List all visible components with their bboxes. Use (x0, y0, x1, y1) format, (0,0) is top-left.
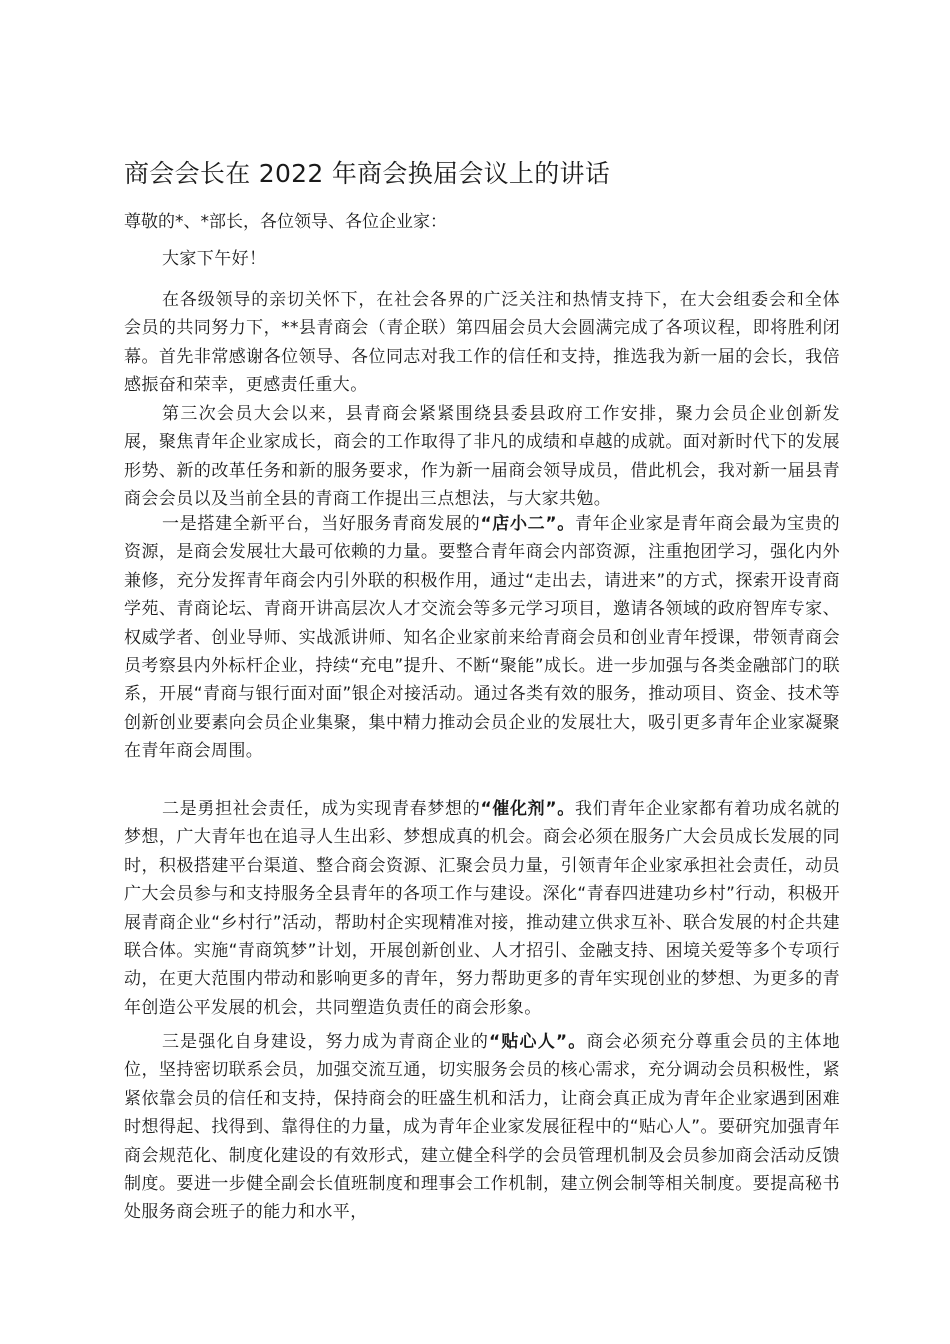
paragraph-context (124, 400, 840, 514)
paragraph-emphasis: “催化剂”。 (480, 799, 575, 819)
document-title: 商会会长在 2022 年商会换届会议上的讲话 (124, 159, 611, 188)
paragraph-text: 在各级领导的亲切关怀下，在社会各界的广泛关注和热情支持下，在大会组委会和全体会员的共同努力下，**县青商会（青企联）第四届会员大会圆满完成了各项议程，即将胜利闭幕。首先非常感谢各位领导、各位同志对我工作的信任和支持，推选我为新一届的会长，我倍感振奋和荣幸，更感责任重大。 (124, 290, 840, 396)
paragraph-intro (124, 286, 840, 400)
paragraph-text: 第三次会员大会以来，县青商会紧紧围绕县委县政府工作安排，聚力会员企业创新发展，聚焦青年企业家成长，商会的工作取得了非凡的成绩和卓越的成就。面对新时代下的发展形势、新的改革任务和新的服务要求，作为新一届商会领导成员，借此机会，我对新一届县青商会会员以及当前全县的青商工作提出三点想法，与大家共勉。 (124, 404, 840, 510)
paragraph-point-two (124, 795, 840, 1022)
paragraph-greeting (124, 245, 840, 273)
paragraph-point-three (124, 1028, 840, 1227)
paragraph-text: 商会必须充分尊重会员的主体地位，坚持密切联系会员，加强交流互通，切实服务会员的核心需求，充分调动会员积极性，紧紧依靠会员的信任和支持，保持商会的旺盛生机和活力，让商会真正成为青年企业家遇到困难时想得起、找得到、靠得住的力量，成为青年企业家发展征程中的“贴心人”。要研究加强青年商会规范化、制度化建设的有效形式，建立健全科学的会员管理机制及会员参加商会活动反馈制度。要进一步健全副会长值班制度和理事会工作机制，建立例会制等相关制度。要提高秘书处服务商会班子的能力和水平， (124, 1032, 840, 1223)
paragraph-emphasis: “店小二”。 (480, 514, 575, 534)
paragraph-text: 大家下午好！ (162, 249, 267, 269)
paragraph-emphasis: “贴心人”。 (489, 1032, 587, 1052)
paragraph-point-one (124, 510, 840, 766)
salutation: 尊敬的*、*部长，各位领导、各位企业家： (124, 212, 447, 232)
paragraph-text: 青年企业家是青年商会最为宝贵的资源，是商会发展壮大最可依赖的力量。要整合青年商会内部资源，注重抱团学习，强化内外兼修，充分发挥青年商会内引外联的积极作用，通过“走出去，请进来”的方式，探索开设青商学苑、青商论坛、青商开讲高层次人才交流会等多元学习项目，邀请各领域的政府智库专家、权威学者、创业导师、实战派讲师、知名企业家前来给青商会员和创业青年授课，带领青商会员考察县内外标杆企业，持续“充电”提升、不断“聚能”成长。进一步加强与各类金融部门的联系，开展“青商与银行面对面”银企对接活动。通过各类有效的服务，推动项目、资金、技术等创新创业要素向会员企业集聚，集中精力推动会员企业的发展壮大，吸引更多青年企业家凝聚在青年商会周围。 (124, 514, 841, 762)
paragraph-text: 我们青年企业家都有着功成名就的梦想，广大青年也在追寻人生出彩、梦想成真的机会。商会必须在服务广大会员成长发展的同时，积极搭建平台渠道、整合商会资源、汇聚会员力量，引领青年企业家承担社会责任，动员广大会员参与和支持服务全县青年的各项工作与建设。深化“青春四进建功乡村”行动，积极开展青商企业“乡村行”活动，帮助村企实现精准对接，推动建立供求互补、联合发展的村企共建联合体。实施“青商筑梦”计划，开展创新创业、人才招引、金融支持、困境关爱等多个专项行动，在更大范围内带动和影响更多的青年，努力帮助更多的青年实现创业的梦想、为更多的青年创造公平发展的机会，共同塑造负责任的商会形象。 (124, 799, 841, 1018)
paragraph-lead: 三是强化自身建设，努力成为青商企业的 (162, 1032, 490, 1052)
paragraph-lead: 二是勇担社会责任，成为实现青春梦想的 (162, 799, 481, 819)
paragraph-lead: 一是搭建全新平台，当好服务青商发展的 (162, 514, 481, 534)
